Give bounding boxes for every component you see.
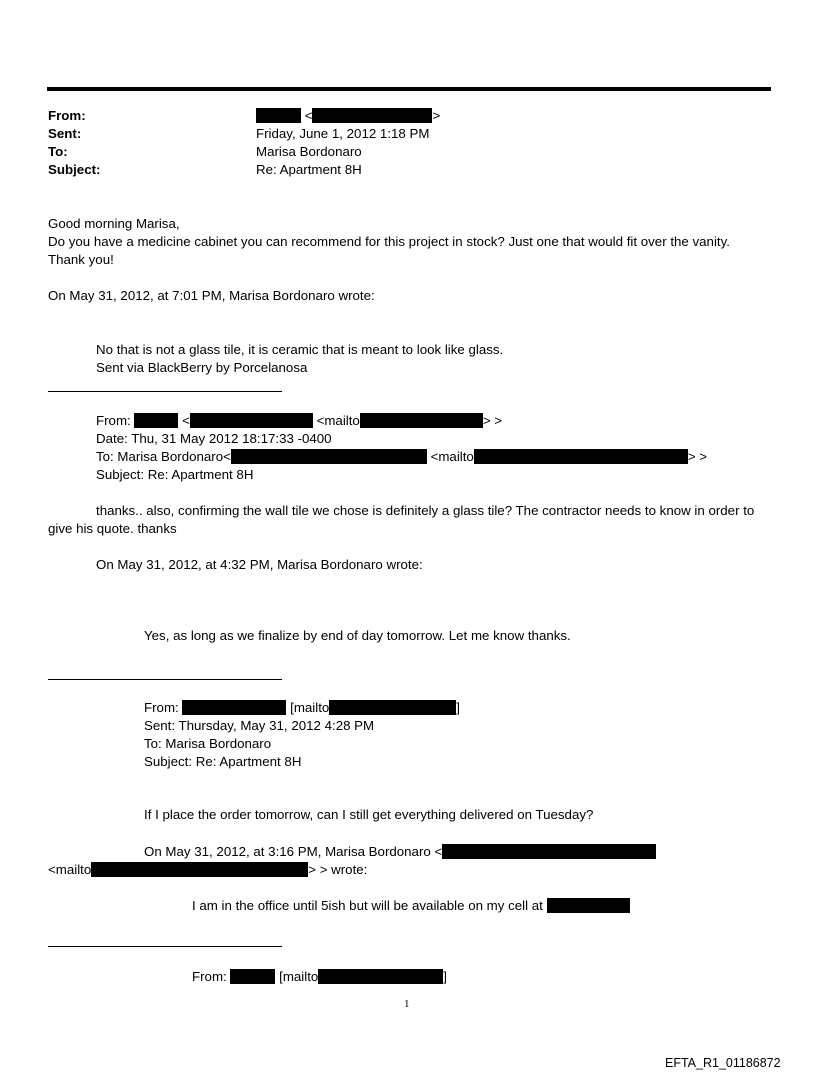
quote-header: On May 31, 2012, at 7:01 PM, Marisa Bordonaro wrote: [48,288,375,303]
msg2-to-line: To: Marisa Bordonaro< <mailto > > [96,449,708,464]
body-line: Do you have a medicine cabinet you can recommend for this project in stock? Just one that would fit over the vanity. [48,234,730,249]
msg3-sent-line: Sent: Thursday, May 31, 2012 4:28 PM [144,718,375,733]
to-label: To: [48,144,68,159]
from-label: From: [48,108,86,123]
msg3-reply: I am in the office until 5ish but will be available on my cell at [192,898,630,914]
separator-rule [48,679,282,680]
redaction-box [318,969,443,984]
redaction-box [230,969,275,984]
msg4-from-line: From: [mailto ] [192,969,447,984]
msg2-quote-header: On May 31, 2012, at 4:32 PM, Marisa Bordonaro wrote: [96,557,423,572]
redaction-box [329,700,456,715]
msg3-to-line: To: Marisa Bordonaro [144,736,272,751]
redaction-box [256,108,301,123]
redaction-box [360,413,483,428]
from-value: < > [256,108,440,124]
redaction-box [231,449,427,464]
greeting: Good morning Marisa, [48,216,180,231]
subject-value: Re: Apartment 8H [256,162,362,177]
redaction-box [134,413,178,428]
msg2-body-line: thanks.. also, confirming the wall tile we chose is definitely a glass tile? The contractor needs to know in order to [96,503,755,518]
page-number: 1 [404,998,410,1010]
document-id: EFTA_R1_01186872 [665,1056,781,1070]
msg3-body: If I place the order tomorrow, can I still get everything delivered on Tuesday? [144,807,594,822]
redaction-box [190,413,313,428]
redaction-box [442,844,656,859]
msg2-date-line: Date: Thu, 31 May 2012 18:17:33 -0400 [96,431,332,446]
msg3-from-line: From: [mailto ] [144,700,460,715]
msg2-reply: Yes, as long as we finalize by end of day tomorrow. Let me know thanks. [144,628,571,643]
header-rule [47,87,771,91]
reply-line: No that is not a glass tile, it is ceramic that is meant to look like glass. [96,342,504,357]
redaction-box [182,700,286,715]
msg2-body-line: give his quote. thanks [48,521,177,536]
msg2-subject-line: Subject: Re: Apartment 8H [96,467,254,482]
sent-value: Friday, June 1, 2012 1:18 PM [256,126,430,141]
redaction-box [547,898,630,913]
redaction-box [312,108,432,123]
reply-line: Sent via BlackBerry by Porcelanosa [96,360,308,375]
separator-rule [48,946,282,947]
msg3-subject-line: Subject: Re: Apartment 8H [144,754,302,769]
subject-label: Subject: [48,162,101,177]
redaction-box [91,862,308,877]
sent-label: Sent: [48,126,82,141]
msg3-quote-mailto-line: <mailto > > wrote: [48,862,368,877]
msg3-quote-header: On May 31, 2012, at 3:16 PM, Marisa Bordonaro < [144,844,656,860]
redaction-box [474,449,688,464]
msg2-from-line: From: < <mailto > > [96,413,503,428]
body-line: Thank you! [48,252,114,267]
separator-rule [48,391,282,392]
to-value: Marisa Bordonaro [256,144,362,159]
